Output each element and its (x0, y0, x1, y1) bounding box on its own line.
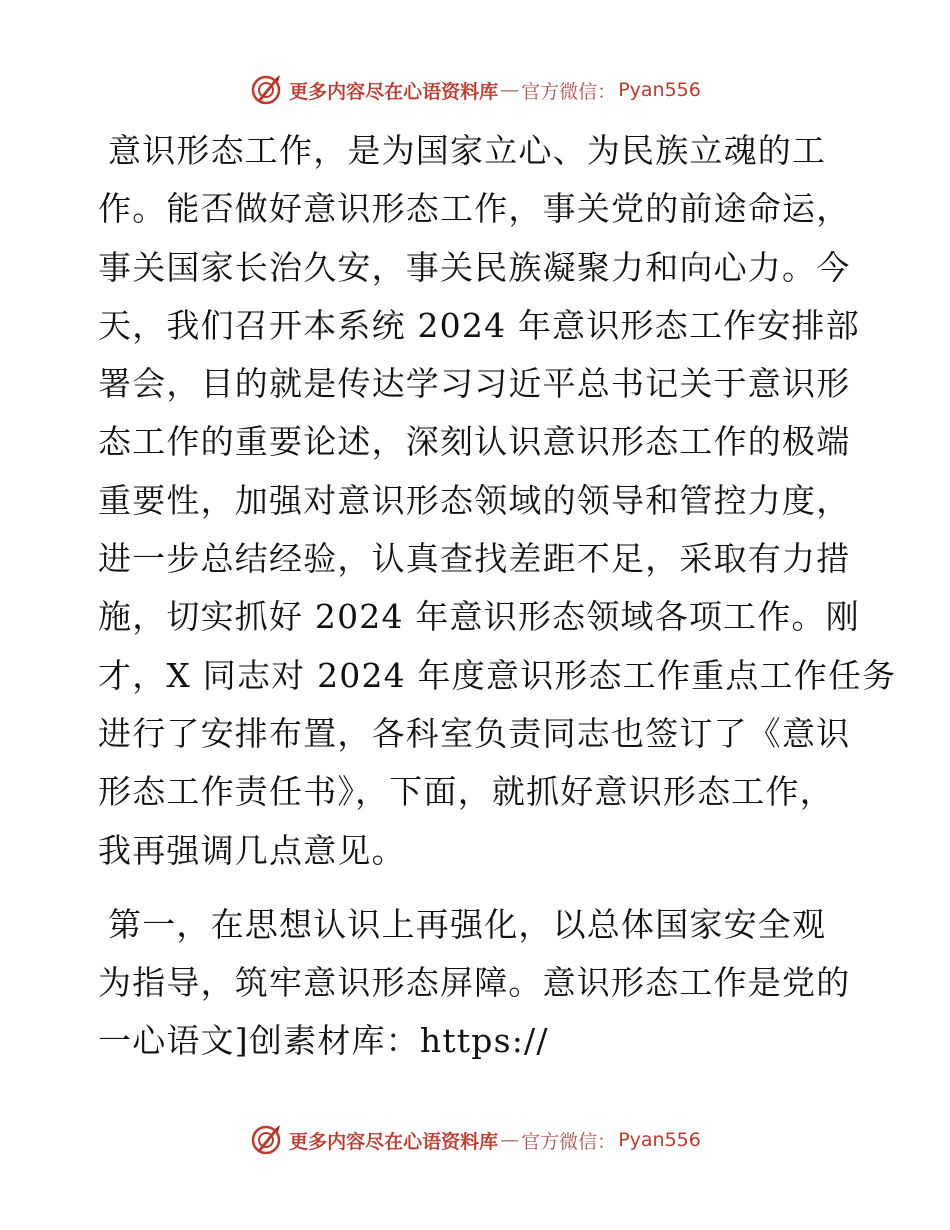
watermark-banner-top (0, 70, 950, 110)
watermark-banner-bottom (0, 1120, 950, 1160)
text-line: 重要性，加强对意识形态领域的领导和管控力度， (98, 480, 851, 520)
watermark-handle: Pyan556 (618, 1129, 701, 1151)
text-line: 作。能否做好意识形态工作，事关党的前途命运， (98, 189, 851, 229)
paragraph-1 (98, 122, 897, 880)
quill-seal-icon (249, 1123, 283, 1157)
text-line: 态工作的重要论述，深刻认识意识形态工作的极端 (98, 422, 851, 462)
text-line: 天，我们召开本系统 2024 年意识形态工作安排部 (98, 305, 860, 345)
watermark-handle: Pyan556 (618, 79, 701, 101)
watermark-wechat-label: 官方微信： (521, 1130, 617, 1153)
text-line: 进一步总结经验，认真查找差距不足，采取有力措 (98, 539, 851, 579)
text-line: 为指导，筑牢意识形态屏障。意识形态工作是党的 (98, 963, 851, 1003)
watermark-promo-text: 更多内容尽在心语资料库 (289, 1130, 499, 1153)
watermark-wechat-label: 官方微信： (521, 80, 617, 103)
text-line: 一心语文]创素材库：https:// (98, 1021, 549, 1061)
text-line: 意识形态工作，是为国家立心、为民族立魂的工 (108, 131, 827, 170)
watermark-dash: — (500, 79, 520, 101)
text-line: 施，切实抓好 2024 年意识形态领域各项工作。刚 (98, 597, 860, 637)
text-line: 事关国家长治久安，事关民族凝聚力和向心力。今 (98, 247, 851, 287)
watermark-promo-text: 更多内容尽在心语资料库 (289, 80, 499, 103)
text-line: 进行了安排布置，各科室负责同志也签订了《意识 (98, 713, 851, 753)
text-line: 第一，在思想认识上再强化，以总体国家安全观 (108, 904, 827, 944)
text-line: 署会，目的就是传达学习习近平总书记关于意识形 (98, 364, 851, 404)
watermark-dash: — (500, 1129, 520, 1151)
quill-seal-icon (249, 73, 283, 107)
text-line: 我再强调几点意见。 (98, 830, 406, 870)
body-text (98, 122, 897, 1071)
text-line: 形态工作责任书》，下面，就抓好意识形态工作， (98, 772, 834, 812)
text-line: 才，X 同志对 2024 年度意识形态工作重点工作任务 (98, 655, 897, 695)
paragraph-2 (98, 896, 868, 1071)
